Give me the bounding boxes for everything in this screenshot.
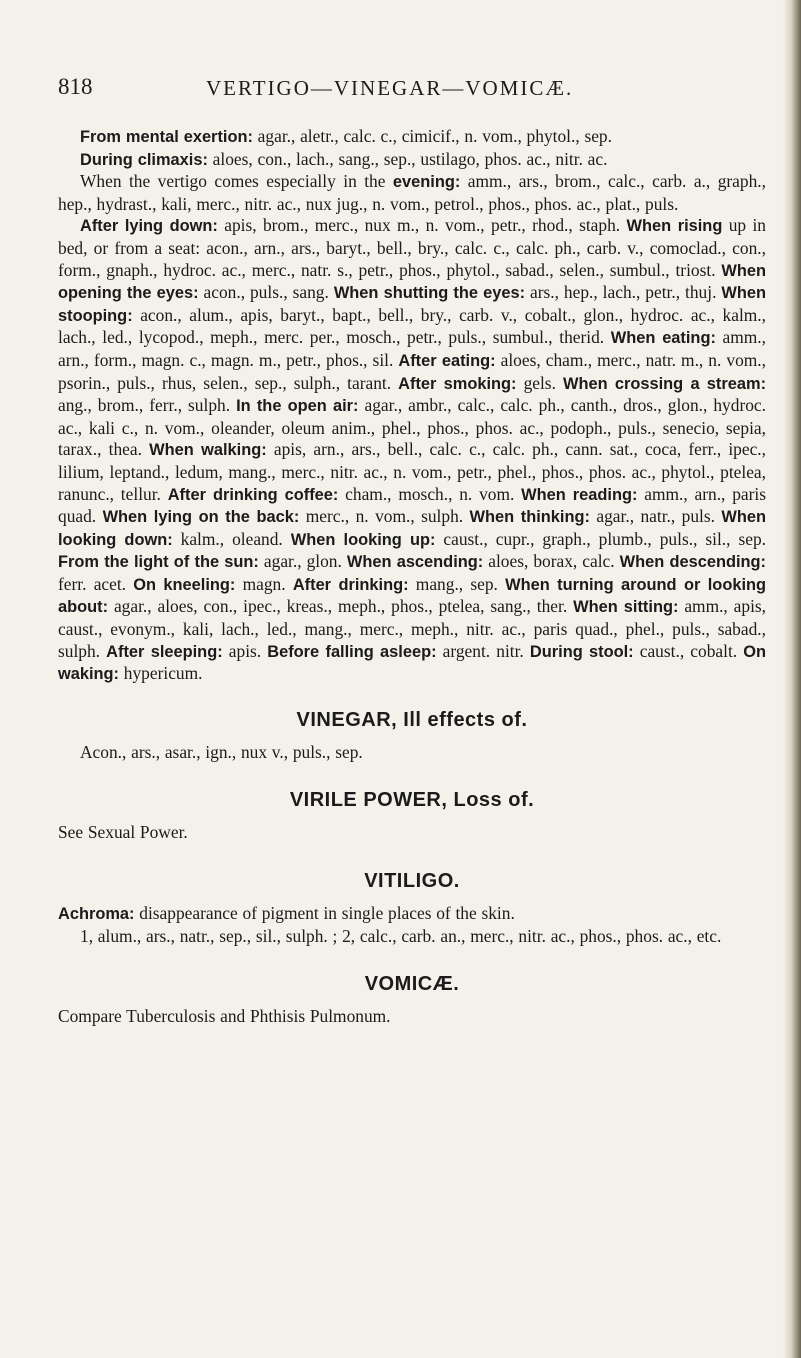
paragraph-vomicae: Compare Tuberculosis and Phthisis Pulmonum. <box>58 1006 391 1027</box>
paragraph-modalities: After lying down: apis, brom., merc., nux m., n. vom., petr., rhod., staph. When rising up in bed, or from a seat: acon., arn., ars., baryt., bell., bry., calc. c., calc. ph., carb. v., comoclad., con., form., gnaph., hydroc. ac., merc., natr. s., petr., phos., phytol., sabad., selen., sumbul., triost. When opening the eyes: acon., puls., sang. When shutting the eyes: ars., hep., lach., petr., thuj. When stooping: acon., alum., apis, baryt., bapt., bell., bry., carb. v., cobalt., glon., hydroc. ac., kalm., lach., led., lycopod., meph., merc. per., mosch., petr., puls., sumbul., therid. When eating: amm., arn., form., magn. c., magn. m., petr., phos., sil. After eating: aloes, cham., merc., natr. m., n. vom., psorin., puls., rhus, selen., sep., sulph., tarant. After smoking: gels. When crossing a stream: ang., brom., ferr., sulph. In the open air: agar., ambr., calc., calc. ph., canth., dros., glon., hydroc. ac., kali c., n. vom., oleander, oleum anim., phel., phos., phos. ac., podoph., puls., senecio, sepia, tarax., thea. When walking: apis, arn., ars., bell., calc. c., calc. ph., cann. sat., coca, ferr., ipec., lilium, leptand., ledum, mang., merc., nitr. ac., n. vom., petr., phel., phos., phos. ac., phytol., ptelea, ranunc., tellur. After drinking coffee: cham., mosch., n. vom. When reading: amm., arn., paris quad. When lying on the back: merc., n. vom., sulph. When thinking: agar., natr., puls. When looking down: kalm., oleand. When looking up: caust., cupr., graph., plumb., puls., sil., sep. From the light of the sun: agar., glon. When ascending: aloes, borax, calc. When descending: ferr. acet. On kneeling: magn. After drinking: mang., sep. When turning around or looking about: agar., aloes, con., ipec., kreas., meph., phos., ptelea, sang., ther. When sitting: amm., apis, caust., evonym., kali, lach., led., mang., merc., meph., nitr. ac., paris quad., phel., puls., sabad., sulph. After sleeping: apis. Before falling asleep: argent. nitr. During stool: caust., cobalt. On waking: hypericum. <box>58 215 767 684</box>
term: From mental exertion: <box>80 128 253 146</box>
paragraph-mental-exertion: From mental exertion: agar., aletr., calc. c., cimicif., n. vom., phytol., sep. <box>80 126 612 146</box>
paragraph-vitiligo-remedies: 1, alum., ars., natr., sep., sil., sulph. ; 2, calc., carb. an., merc., nitr. ac., phos., phos. ac., etc. <box>80 925 722 946</box>
page-edge-shadow <box>783 0 801 1358</box>
heading-vitiligo: VITILIGO. <box>364 870 460 893</box>
paragraph-vinegar: Acon., ars., asar., ign., nux v., puls., sep. <box>80 741 363 762</box>
term: During climaxis: <box>80 150 208 169</box>
paragraph-virile-power: See Sexual Power. <box>58 822 188 843</box>
paragraph-evening: When the vertigo comes especially in the evening: amm., ars., brom., calc., carb. a., graph., hep., hydrast., kali, merc., nitr. ac., nux jug., n. vom., petrol., phos., phos. ac., plat., puls. <box>58 171 766 214</box>
heading-vomicae: VOMICÆ. <box>364 973 460 996</box>
heading-vinegar: VINEGAR, Ill effects of. <box>296 708 528 731</box>
term: Achroma: <box>58 905 135 924</box>
running-header <box>58 74 766 112</box>
paragraph-achroma: Achroma: disappearance of pigment in single places of the skin. <box>58 903 515 924</box>
book-page <box>58 74 766 1028</box>
term: evening: <box>392 173 461 192</box>
paragraph-climaxis: During climaxis: aloes, con., lach., sang., sep., ustilago, phos. ac., nitr. ac. <box>80 148 608 169</box>
running-title: VERTIGO—VINEGAR—VOMICÆ. <box>206 76 574 100</box>
term: After lying down: <box>80 217 218 236</box>
heading-virile-power: VIRILE POWER, Loss of. <box>289 789 535 812</box>
page-number: 818 <box>58 74 93 99</box>
